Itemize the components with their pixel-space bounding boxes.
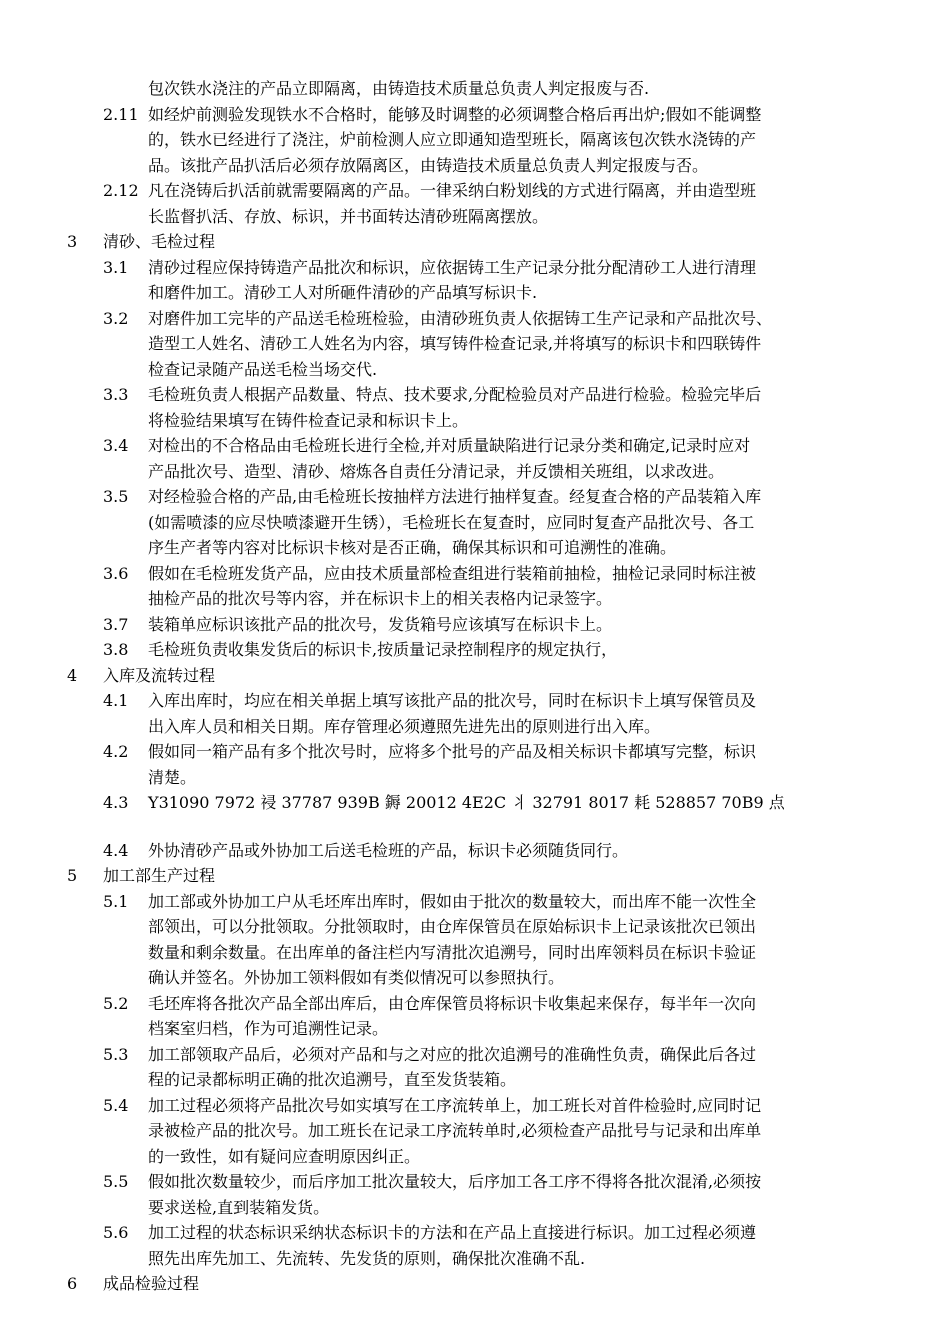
clause-text: 加工部或外协加工户从毛坯库出库时，假如由于批次的数量较大，而出库不能一次性全 [148, 891, 757, 911]
clause-number: 3.6 [103, 563, 129, 583]
clause-text: 造型工人姓名、清砂工人姓名为内容，填写铸件检查记录,并将填写的标识卡和四联铸件 [148, 334, 762, 353]
clause-text: 和磨件加工。清砂工人对所砸件清砂的产品填写标识卡. [148, 283, 538, 302]
clause-text: 档案室归档，作为可追溯性记录。 [148, 1019, 389, 1038]
clause-line [0, 561, 950, 587]
clause-text: 外协清砂产品或外协加工后送毛检班的产品，标识卡必须随货同行。 [148, 840, 629, 860]
clause-text: 品。该批产品扒活后必须存放隔离区，由铸造技术质量总负责人判定报废与否。 [148, 155, 709, 175]
clause-line [0, 178, 950, 204]
clause-number: 3.7 [103, 614, 129, 634]
continuation-line [0, 510, 950, 536]
clause-line [0, 1093, 950, 1119]
section-heading [0, 1271, 950, 1297]
clause-number: 4.1 [103, 691, 129, 710]
clause-line [0, 889, 950, 915]
clause-line [0, 255, 950, 281]
clause-number: 5.1 [103, 891, 129, 911]
clause-text: 长监督扒活、存放、标识，并书面转达清砂班隔离摆放。 [148, 206, 549, 226]
clause-text: 对经检验合格的产品,由毛检班长按抽样方法进行抽样复查。经复查合格的产品装箱入库 [148, 487, 762, 506]
section-heading [0, 863, 950, 889]
clause-line [0, 382, 950, 408]
clause-number: 4.2 [103, 742, 129, 761]
clause-text: 录被检产品的批次号。加工班长在记录工序流转单时,必须检查产品批号与记录和出库单 [148, 1121, 762, 1140]
clause-text: 清楚。 [148, 767, 197, 787]
clause-text: 毛检班负责人根据产品数量、特点、技术要求,分配检验员对产品进行检验。检验完毕后 [148, 385, 762, 404]
clause-number: 3.1 [103, 257, 129, 277]
clause-text: 将检验结果填写在铸件检查记录和标识卡上。 [148, 410, 469, 430]
clause-line [0, 1220, 950, 1246]
continuation-line [0, 204, 950, 230]
clause-line [0, 1042, 950, 1068]
section-heading [0, 663, 950, 689]
clause-number: 3.3 [103, 385, 129, 404]
clause-number: 5 [67, 866, 78, 885]
continuation-line [0, 153, 950, 179]
clause-number: 5.6 [103, 1223, 129, 1242]
clause-text: 成品检验过程 [103, 1274, 200, 1293]
clause-line [0, 688, 950, 714]
continuation-line [0, 459, 950, 485]
clause-text: 程的记录都标明正确的批次追溯号，直至发货装箱。 [148, 1070, 517, 1089]
clause-text: 的，铁水已经进行了浇注，炉前检测人应立即通知造型班长，隔离该包次铁水浇铸的产 [148, 130, 757, 149]
clause-number: 2.11 [103, 104, 139, 124]
continuation-line [0, 1118, 950, 1144]
clause-text: 部领出，可以分批领取。分批领取时，由仓库保管员在原始标识卡上记录该批次已领出 [148, 917, 757, 936]
clause-number: 4.3 [103, 793, 129, 812]
continuation-line [0, 1067, 950, 1093]
clause-number: 5.4 [103, 1095, 129, 1115]
continuation-line [0, 965, 950, 991]
clause-line [0, 790, 950, 816]
clause-text: 清砂过程应保持铸造产品批次和标识，应依据铸工生产记录分批分配清砂工人进行清理 [148, 257, 757, 277]
continuation-line [0, 331, 950, 357]
clause-text: 包次铁水浇注的产品立即隔离，由铸造技术质量总负责人判定报废与否. [148, 79, 650, 98]
clause-number: 3.8 [103, 640, 129, 659]
clause-text: 入库及流转过程 [103, 665, 216, 685]
continuation-line [0, 714, 950, 740]
clause-text: 照先出库先加工、先流转、先发货的原则，确保批次准确不乱. [148, 1248, 586, 1268]
clause-line [0, 433, 950, 459]
clause-text: 凡在浇铸后扒活前就需要隔离的产品。一律采纳白粉划线的方式进行隔离，并由造型班 [148, 181, 757, 200]
clause-text: 加工部生产过程 [103, 866, 216, 885]
continuation-line [0, 127, 950, 153]
continuation-line [0, 280, 950, 306]
clause-text: 确认并签名。外协加工领料假如有类似情况可以参照执行。 [148, 968, 565, 987]
clause-line [0, 739, 950, 765]
clause-text: 检查记录随产品送毛检当场交代. [148, 359, 378, 379]
clause-number: 5.5 [103, 1172, 129, 1191]
continuation-line [0, 76, 950, 102]
clause-text: 加工部领取产品后，必须对产品和与之对应的批次追溯号的准确性负责，确保此后各过 [148, 1044, 757, 1064]
clause-text: 毛坯库将各批次产品全部出库后，由仓库保管员将标识卡收集起来保存，每半年一次向 [148, 993, 757, 1013]
clause-number: 3.4 [103, 436, 129, 455]
clause-text: 加工过程必须将产品批次号如实填写在工序流转单上，加工班长对首件检验时,应同时记 [148, 1095, 762, 1115]
clause-number: 3.2 [103, 308, 129, 328]
clause-text: 装箱单应标识该批产品的批次号，发货箱号应该填写在标识卡上。 [148, 614, 613, 634]
clause-text: 对磨件加工完毕的产品送毛检班检验，由清砂班负责人依据铸工生产记录和产品批次号、 [148, 308, 773, 328]
continuation-line [0, 914, 950, 940]
clause-line [0, 612, 950, 638]
continuation-line [0, 765, 950, 791]
clause-text: 数量和剩余数量。在出库单的备注栏内写清批次追溯号，同时出库领料员在标识卡验证 [148, 942, 757, 962]
clause-number: 3 [67, 232, 78, 251]
continuation-line [0, 1246, 950, 1272]
clause-text: 清砂、毛检过程 [103, 232, 216, 251]
continuation-line [0, 408, 950, 434]
continuation-line [0, 357, 950, 383]
clause-text: 的一致性，如有疑问应查明原因纠正。 [148, 1146, 421, 1166]
clause-text: 假如批次数量较少，而后序加工批次量较大，后序加工各工序不得将各批次混淆,必须按 [148, 1172, 762, 1191]
clause-text: 出入库人员和相关日期。库存管理必须遵照先进先出的原则进行出入库。 [148, 716, 661, 736]
clause-text: 产品批次号、造型、清砂、熔炼各自责任分清记录，并反馈相关班组，以求改进。 [148, 461, 725, 481]
continuation-line [0, 1016, 950, 1042]
clause-text: 要求送检,直到装箱发货。 [148, 1197, 330, 1217]
clause-number: 3.5 [103, 487, 129, 506]
clause-number: 6 [67, 1274, 78, 1293]
document-page [0, 76, 950, 1297]
clause-text: 抽检产品的批次号等内容，并在标识卡上的相关表格内记录签字。 [148, 589, 613, 608]
clause-text: Y31090 7972 祲 37787 939B 鎒 20012 4E2C 丬 32791 8017 耗 528857 70B9 点 [148, 793, 785, 812]
continuation-line [0, 1144, 950, 1170]
clause-text: (如需喷漆的应尽快喷漆避开生锈），毛检班长在复查时，应同时复查产品批次号、各工 [148, 512, 755, 532]
clause-text: 假如在毛检班发货产品，应由技术质量部检查组进行装箱前抽检，抽检记录同时标注被 [148, 563, 757, 583]
clause-line [0, 102, 950, 128]
continuation-line [0, 535, 950, 561]
section-heading [0, 229, 950, 255]
clause-text: 如经炉前测验发现铁水不合格时，能够及时调整的必须调整合格后再出炉;假如不能调整 [148, 104, 762, 124]
continuation-line [0, 1195, 950, 1221]
clause-number: 4 [67, 665, 78, 685]
clause-line [0, 484, 950, 510]
clause-text: 对检出的不合格品由毛检班长进行全检,并对质量缺陷进行记录分类和确定,记录时应对 [148, 436, 751, 455]
clause-number: 2.12 [103, 181, 139, 200]
clause-line [0, 838, 950, 864]
clause-text: 假如同一箱产品有多个批次号时，应将多个批号的产品及相关标识卡都填写完整，标识 [148, 742, 757, 761]
clause-line [0, 1169, 950, 1195]
continuation-line [0, 940, 950, 966]
blank-line [0, 816, 950, 838]
clause-text: 加工过程的状态标识采纳状态标识卡的方法和在产品上直接进行标识。加工过程必须遵 [148, 1223, 757, 1242]
clause-number: 4.4 [103, 840, 129, 860]
continuation-line [0, 586, 950, 612]
clause-line [0, 306, 950, 332]
clause-line [0, 637, 950, 663]
clause-text: 毛检班负责收集发货后的标识卡,按质量记录控制程序的规定执行， [148, 640, 618, 659]
clause-number: 5.2 [103, 993, 129, 1013]
clause-line [0, 991, 950, 1017]
clause-text: 入库出库时，均应在相关单据上填写该批产品的批次号，同时在标识卡上填写保管员及 [148, 691, 757, 710]
clause-number: 5.3 [103, 1044, 129, 1064]
clause-text: 序生产者等内容对比标识卡核对是否正确，确保其标识和可追溯性的准确。 [148, 538, 677, 557]
